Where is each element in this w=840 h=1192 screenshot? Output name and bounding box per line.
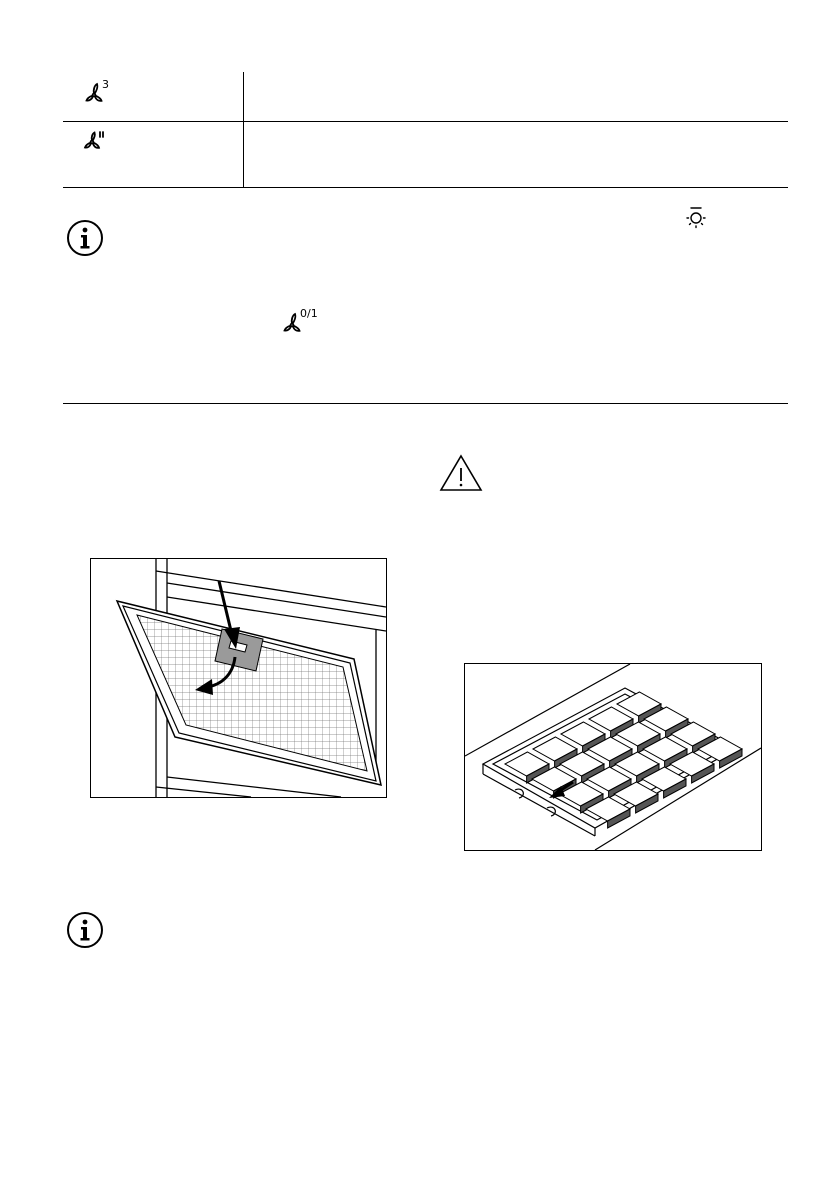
info-note — [66, 219, 104, 257]
table-row — [80, 130, 110, 154]
fan-speed-3-icon — [84, 80, 114, 104]
lamp-inline — [684, 206, 708, 230]
fan-superscript: 0/1 — [300, 307, 318, 320]
table-row-divider — [63, 121, 788, 122]
charcoal-filter-figure — [464, 663, 762, 851]
fan-speed-0-1-inline — [282, 307, 318, 334]
table-row — [84, 80, 114, 104]
grease-filter-figure — [90, 558, 387, 798]
table-bottom-rule — [63, 187, 788, 188]
charcoal-filter-illustration — [465, 664, 761, 850]
grease-filter-removal-illustration — [91, 559, 386, 797]
section-divider — [63, 403, 788, 404]
info-icon — [66, 219, 104, 257]
fan-intensive-speed-icon — [80, 130, 110, 154]
info-note — [66, 911, 104, 949]
warning — [439, 454, 483, 492]
lamp-icon — [684, 206, 708, 230]
warning-triangle-icon — [439, 454, 483, 492]
table-column-divider — [243, 72, 244, 188]
speed-superscript: 3 — [102, 78, 109, 91]
info-icon — [66, 911, 104, 949]
